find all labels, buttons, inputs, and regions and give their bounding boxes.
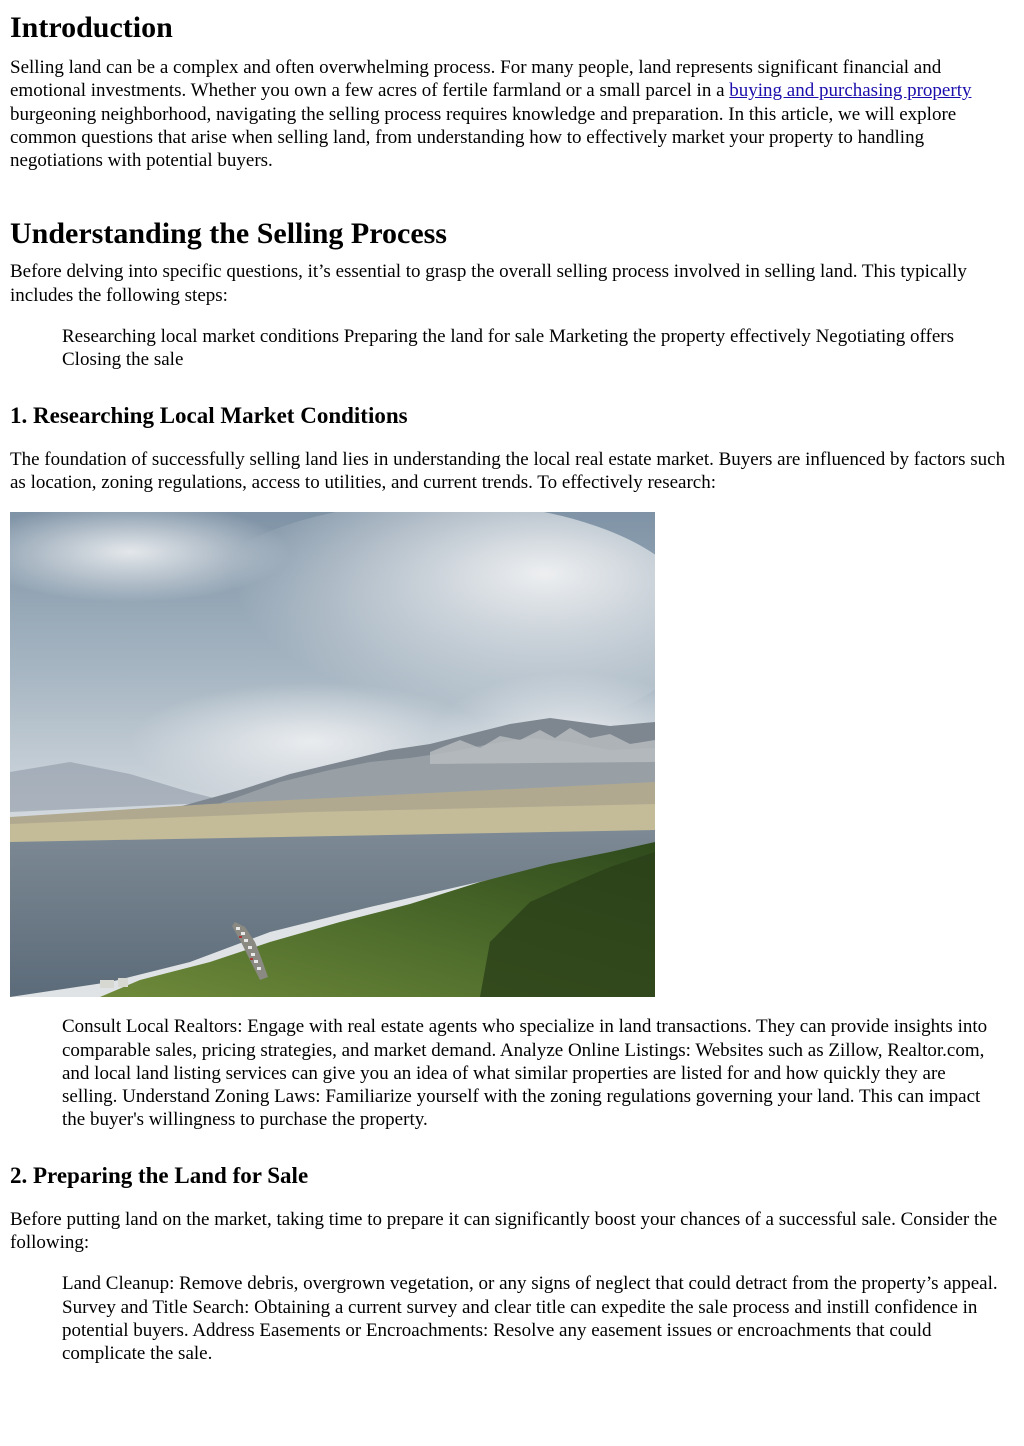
preparing-paragraph: Before putting land on the market, taking time to prepare it can significantly boost your chances of a successful sale. Consider the following: (10, 1208, 998, 1254)
intro-heading: Introduction (10, 11, 173, 44)
selling-process-heading: Understanding the Selling Process (10, 217, 447, 251)
selling-steps-list: Researching local market conditions Preparing the land for sale Marketing the property effectively Negotiating offers Closing the sale (62, 326, 954, 371)
research-tips-list: Consult Local Realtors: Engage with real estate agents who specialize in land transactions. They can provide insights into comparable sales, pricing strategies, and market demand. Analyze Online Listings: Websites such as Zillow, Realtor.com, and local land listing services can give you an idea of what similar properties are listed for and how quickly they are selling. Understand Zoning Laws: Familiarize yourself with the zoning regulations governing your land. This can impact the buyer's willingness to purchase the property. (62, 1016, 988, 1131)
intro-text-after-link: burgeoning neighborhood, navigating the selling process requires knowledge and preparation. In this article, we will explore common questions that arise when selling land, from understanding how to effectively market your property to handling negotiations with potential buyers. (10, 103, 957, 172)
research-heading: 1. Researching Local Market Conditions (10, 402, 408, 428)
buying-purchasing-property-link[interactable]: buying and purchasing property (729, 80, 972, 102)
selling-process-paragraph: Before delving into specific questions, it’s essential to grasp the overall selling process involved in selling land. This typically includes the following steps: (10, 261, 967, 306)
intro-text-before-link: Selling land can be a complex and often overwhelming process. For many people, land represents significant financial and emotional investments. Whether you own a few acres of fertile farmland or a small parcel in a (10, 57, 942, 102)
preparing-heading: 2. Preparing the Land for Sale (10, 1162, 309, 1188)
intro-paragraph (10, 56, 1014, 172)
landscape-photo (10, 512, 655, 997)
preparing-tips-list: Land Cleanup: Remove debris, overgrown vegetation, or any signs of neglect that could detract from the property’s appeal. Survey and Title Search: Obtaining a current survey and clear title can expedite the sale process and instill confidence in potential buyers. Address Easements or Encroachments: Resolve any easement issues or encroachments that could complicate the sale. (62, 1273, 998, 1365)
research-paragraph: The foundation of successfully selling land lies in understanding the local real estate market. Buyers are influenced by factors such as location, zoning regulations, access to utilities, and current trends. To effectively research: (10, 448, 1006, 493)
